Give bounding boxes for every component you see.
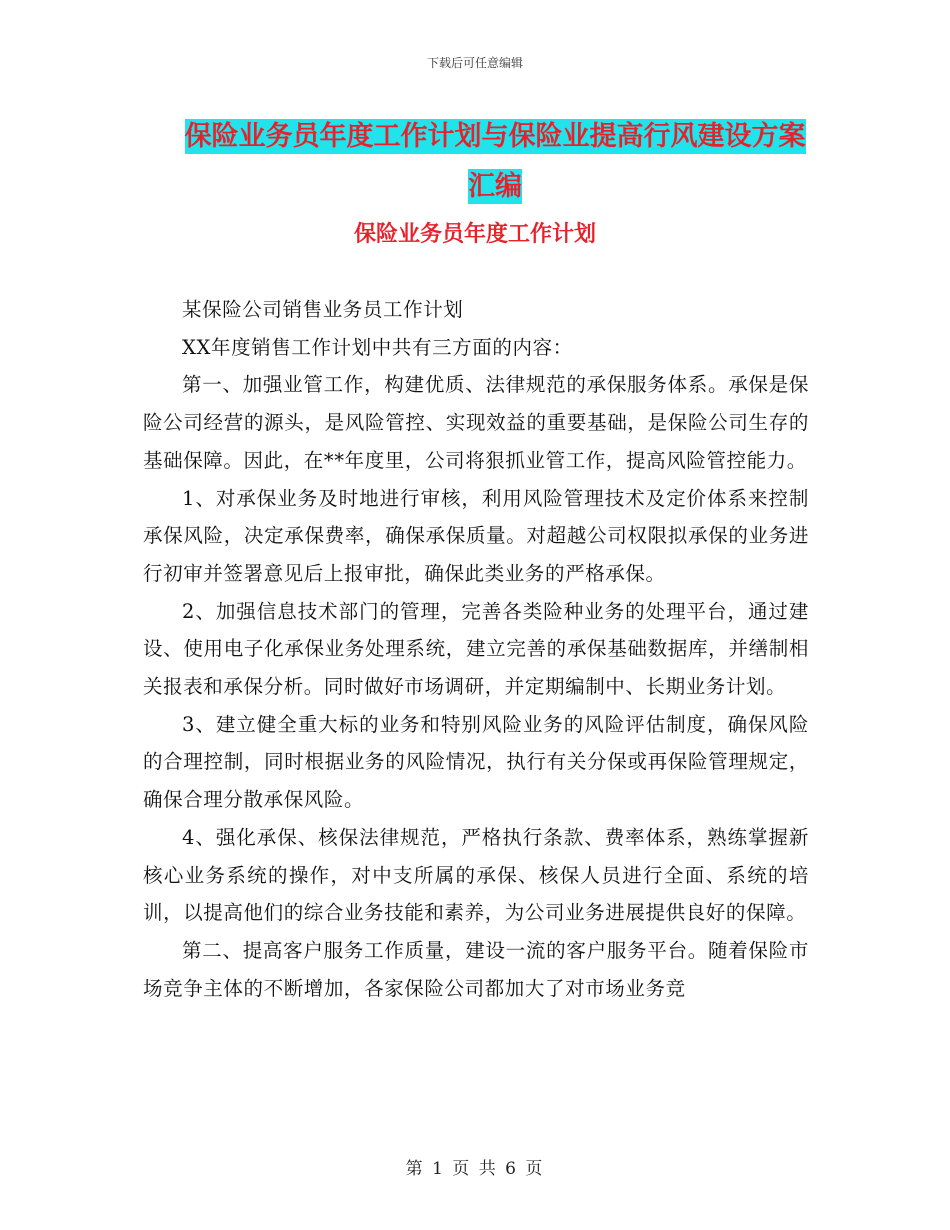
paragraph: XX年度销售工作计划中共有三方面的内容： (182, 335, 573, 359)
paragraph: 第二、提高客户服务工作质量，建设一流的客户服务平台。随着保险市场竞争主体的不断增加，各家保险公司都加大了对市场业务竞 (143, 938, 809, 1000)
title-line-2: 汇编 (468, 171, 522, 202)
paragraph: 某保险公司销售业务员工作计划 (182, 298, 464, 321)
section-title: 保险业务员年度工作计划 (353, 222, 596, 247)
paragraph: 1、对承保业务及时地进行审核，利用风险管理技术及定价体系来控制承保风险，决定承保费率，确保承保质量。对超越公司权限拟承保的业务进行初审并签署意见后上报审批，确保此类业务的严格承保。 (143, 486, 809, 585)
download-note: 下载后可任意编辑 (426, 56, 523, 70)
paragraph: 4、强化承保、核保法律规范，严格执行条款、费率体系，熟练掌握新核心业务系统的操作，对中支所属的承保、核保人员进行全面、系统的培训，以提高他们的综合业务技能和素养，为公司业务进展提供良好的保障。 (143, 825, 809, 925)
paragraph: 第一、加强业管工作，构建优质、法律规范的承保服务体系。承保是保险公司经营的源头，是风险管控、实现效益的重要基础，是保险公司生存的基础保障。因此，在**年度里，公司将狠抓业管工作，提高风险管控能力。 (143, 373, 809, 472)
title-line-1: 保险业务员年度工作计划与保险业提高行风建设方案 (184, 121, 806, 152)
paragraph: 2、加强信息技术部门的管理，完善各类险种业务的处理平台，通过建设、使用电子化承保业务处理系统，建立完善的承保基础数据库，并缮制相关报表和承保分析。同时做好市场调研，并定期编制中、长期业务计划。 (143, 599, 809, 699)
paragraph: 3、建立健全重大标的业务和特别风险业务的风险评估制度，确保风险的合理控制，同时根据业务的风险情况，执行有关分保或再保险管理规定，确保合理分散承保风险。 (143, 712, 809, 812)
body-text (143, 291, 809, 1007)
page-number: 第 1 页 共 6 页 (405, 1159, 545, 1179)
document-title (150, 112, 840, 212)
